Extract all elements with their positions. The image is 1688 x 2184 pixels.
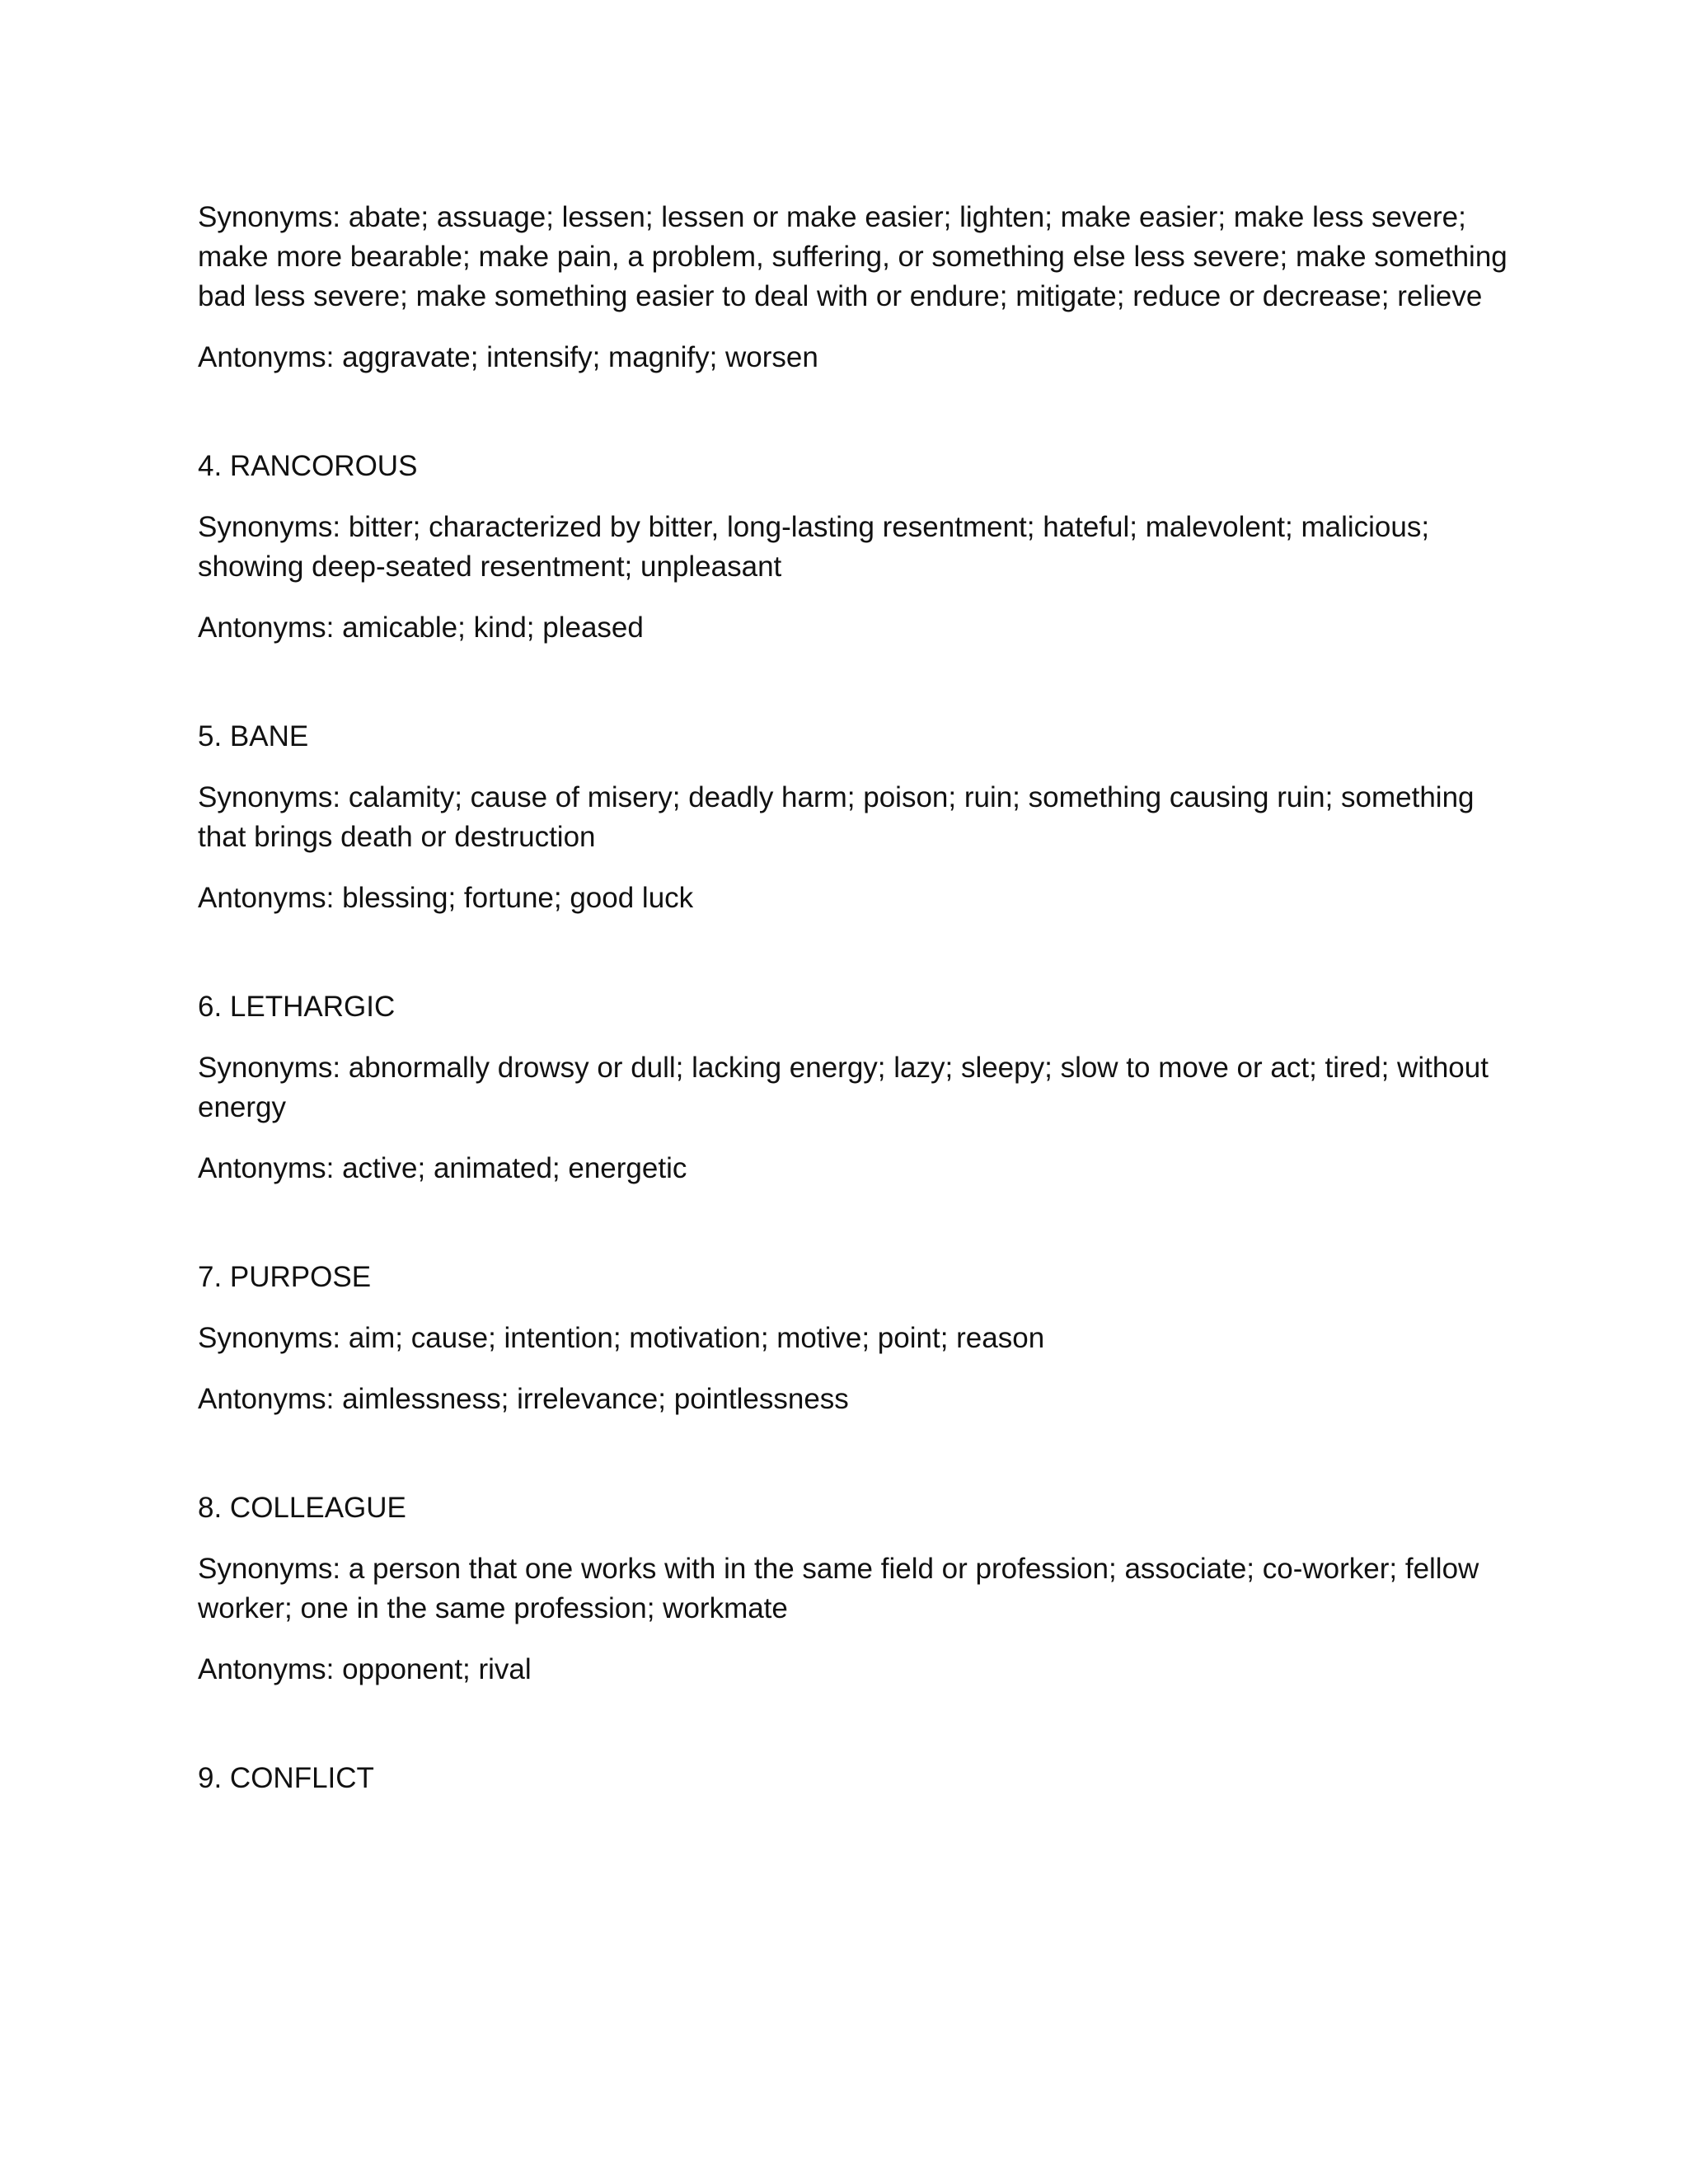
entry-synonyms-lethargic: Synonyms: abnormally drowsy or dull; lacking energy; lazy; sleepy; slow to move or act; tired; without energy [198, 1052, 1489, 1123]
intro-synonyms: Synonyms: abate; assuage; lessen; lessen or make easier; lighten; make easier; make less severe; make more bearable; make pain, a problem, suffering, or something else less severe; make something bad less severe; make something easier to deal with or endure; mitigate; reduce or decrease; relieve [198, 201, 1507, 312]
entry-antonyms-colleague: Antonyms: opponent; rival [198, 1653, 532, 1685]
entry-antonyms-bane: Antonyms: blessing; fortune; good luck [198, 882, 694, 914]
entry-heading-bane: 5. BANE [198, 720, 309, 752]
entry-antonyms-lethargic: Antonyms: active; animated; energetic [198, 1152, 687, 1184]
entry-antonyms-purpose: Antonyms: aimlessness; irrelevance; pointlessness [198, 1383, 849, 1415]
entry-heading-lethargic: 6. LETHARGIC [198, 991, 396, 1023]
entry-antonyms-rancorous: Antonyms: amicable; kind; pleased [198, 612, 644, 644]
entry-synonyms-bane: Synonyms: calamity; cause of misery; deadly harm; poison; ruin; something causing ruin; something that brings death or destruction [198, 781, 1475, 853]
entry-heading-conflict: 9. CONFLICT [198, 1762, 374, 1794]
entry-heading-rancorous: 4. RANCOROUS [198, 450, 418, 482]
entry-synonyms-purpose: Synonyms: aim; cause; intention; motivation; motive; point; reason [198, 1322, 1045, 1354]
entry-synonyms-rancorous: Synonyms: bitter; characterized by bitter, long-lasting resentment; hateful; malevolent; malicious; showing deep-seated resentment; unpleasant [198, 511, 1430, 583]
entry-heading-colleague: 8. COLLEAGUE [198, 1492, 406, 1524]
document-body [198, 198, 1508, 1820]
entry-synonyms-colleague: Synonyms: a person that one works with in the same field or profession; associate; co-worker; fellow worker; one in the same profession; workmate [198, 1553, 1479, 1624]
entry-heading-purpose: 7. PURPOSE [198, 1261, 372, 1293]
intro-antonyms: Antonyms: aggravate; intensify; magnify; worsen [198, 341, 818, 373]
